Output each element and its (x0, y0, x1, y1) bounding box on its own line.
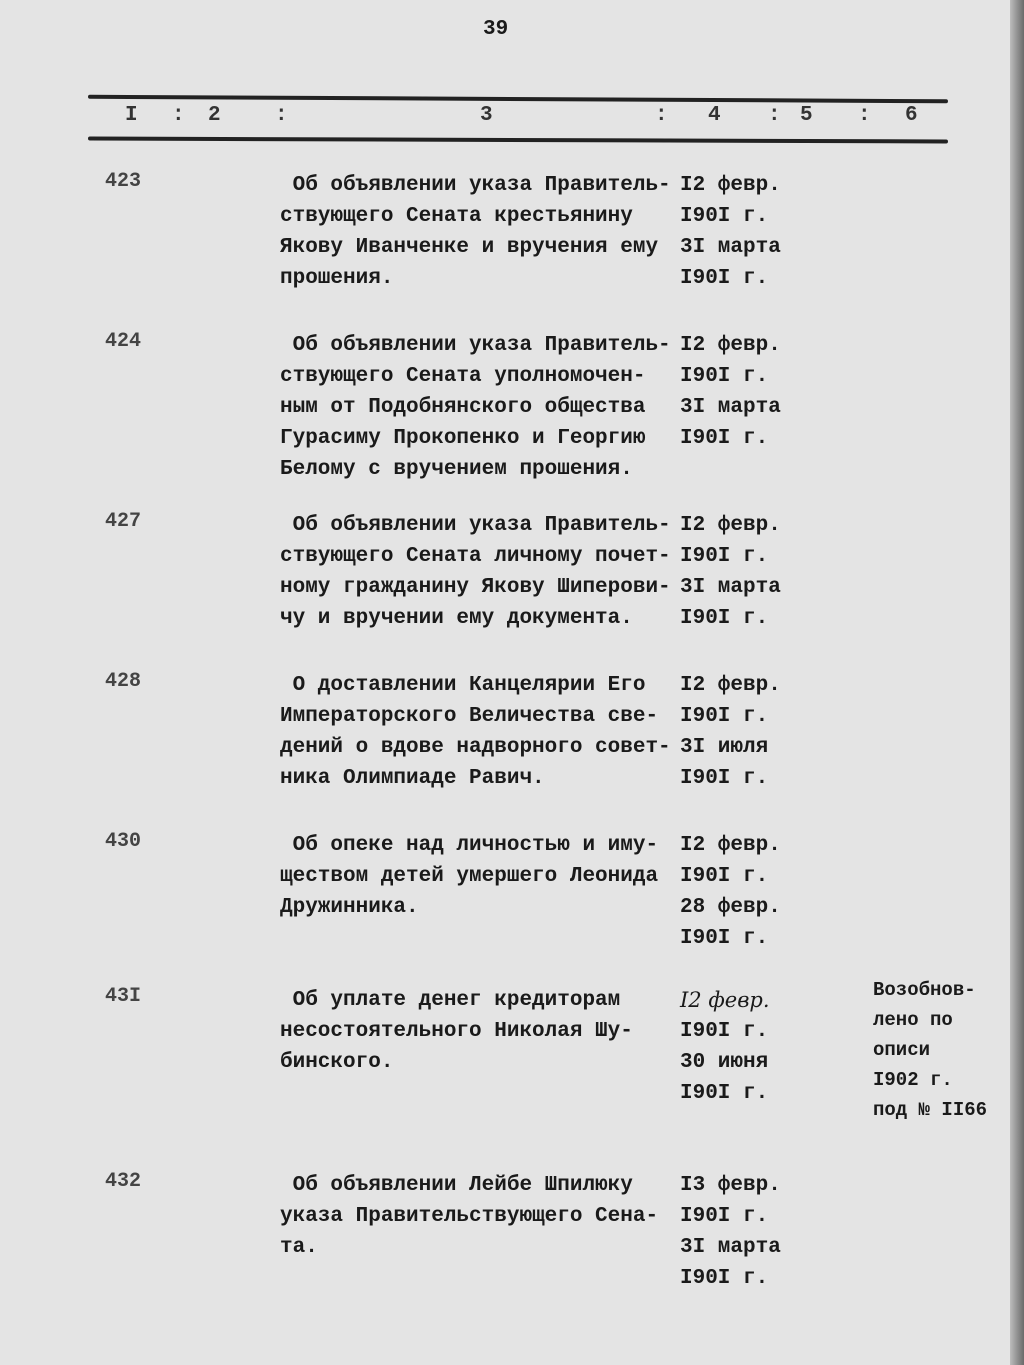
title-line: Об объявлении указа Правитель- (280, 174, 671, 197)
title-line: ствующего Сената крестьянину (280, 205, 633, 228)
note-line: Возобнов- (873, 979, 976, 1001)
title-line: Белому с вручением прошения. (280, 458, 633, 481)
case-title (280, 670, 671, 794)
column-separator: : (858, 104, 871, 127)
column-separator: : (768, 104, 781, 127)
date-line: I90I г. (680, 267, 769, 290)
case-number: 428 (105, 670, 142, 693)
title-line: ному гражданину Якову Шиперови- (280, 576, 671, 599)
date-line: I2 февр. (680, 174, 781, 197)
title-line: Об объявлении Лейбе Шпилюку (280, 1174, 633, 1197)
date-line: I2 февр. (680, 988, 770, 1012)
column-number: I (125, 104, 138, 127)
case-title (280, 170, 671, 294)
case-note (873, 975, 987, 1125)
case-dates (680, 1170, 781, 1294)
case-dates (680, 670, 781, 794)
title-line: указа Правительствующего Сена- (280, 1205, 659, 1228)
date-line: I90I г. (680, 927, 769, 950)
title-line: ствующего Сената личному почет- (280, 545, 671, 568)
title-line: дений о вдове надворного совет- (280, 736, 671, 759)
title-line: О доставлении Канцелярии Его (280, 674, 646, 697)
column-number: 6 (905, 104, 918, 127)
date-line: I2 февр. (680, 334, 781, 357)
case-number: 430 (105, 830, 142, 853)
case-dates (680, 985, 770, 1109)
case-title (280, 985, 633, 1078)
case-number: 432 (105, 1170, 142, 1193)
title-line: Дружинника. (280, 896, 419, 919)
title-line: та. (280, 1236, 318, 1259)
case-dates (680, 510, 781, 634)
date-line: 3I марта (680, 576, 781, 599)
case-number: 427 (105, 510, 142, 533)
case-dates (680, 830, 781, 954)
title-line: несостоятельного Николая Шу- (280, 1020, 633, 1043)
date-line: I90I г. (680, 1082, 769, 1105)
header-rule-top (88, 95, 948, 104)
title-line: ным от Подобнянского общества (280, 396, 646, 419)
date-line: I90I г. (680, 865, 769, 888)
header-rule-bottom (88, 136, 948, 143)
title-line: Якову Иванченке и вручения ему (280, 236, 659, 259)
page-edge (1010, 0, 1024, 1365)
case-number: 423 (105, 170, 142, 193)
date-line: I2 февр. (680, 674, 781, 697)
title-line: Об объявлении указа Правитель- (280, 514, 671, 537)
date-line: I90I г. (680, 705, 769, 728)
column-number: 5 (800, 104, 813, 127)
column-number: 4 (708, 104, 721, 127)
date-line: 3I марта (680, 236, 781, 259)
date-line: I90I г. (680, 1020, 769, 1043)
column-separator: : (172, 104, 185, 127)
note-line: под № II66 (873, 1099, 988, 1121)
case-number: 424 (105, 330, 142, 353)
date-line: I90I г. (680, 545, 769, 568)
case-title (280, 1170, 658, 1263)
title-line: Императорского Величества све- (280, 705, 659, 728)
case-number: 43I (105, 985, 142, 1008)
date-line: I3 февр. (680, 1174, 781, 1197)
case-dates (680, 170, 781, 294)
date-line: I90I г. (680, 607, 769, 630)
date-line: I2 февр. (680, 834, 781, 857)
title-line: ника Олимпиаде Равич. (280, 767, 545, 790)
case-title (280, 510, 671, 634)
title-line: ствующего Сената уполномочен- (280, 365, 646, 388)
note-line: лено по (873, 1009, 953, 1031)
note-line: описи (873, 1039, 931, 1061)
case-title (280, 330, 671, 485)
case-dates (680, 330, 781, 454)
date-line: I90I г. (680, 427, 769, 450)
date-line: I90I г. (680, 1267, 769, 1290)
date-line: I90I г. (680, 365, 769, 388)
column-number: 3 (480, 104, 493, 127)
column-separator: : (275, 104, 288, 127)
column-separator: : (655, 104, 668, 127)
date-line: I90I г. (680, 205, 769, 228)
title-line: чу и вручении ему документа. (280, 607, 633, 630)
case-title (280, 830, 658, 923)
date-line: 30 июня (680, 1051, 769, 1074)
title-line: бинского. (280, 1051, 394, 1074)
title-line: Об объявлении указа Правитель- (280, 334, 671, 357)
date-line: 28 февр. (680, 896, 781, 919)
date-line: 3I марта (680, 396, 781, 419)
date-line: I90I г. (680, 767, 769, 790)
date-line: 3I июля (680, 736, 769, 759)
note-line: I902 г. (873, 1069, 953, 1091)
title-line: Об уплате денег кредиторам (280, 989, 621, 1012)
date-line: I2 февр. (680, 514, 781, 537)
column-number: 2 (208, 104, 221, 127)
date-line: 3I марта (680, 1236, 781, 1259)
page-number: 39 (483, 18, 509, 41)
date-line: I90I г. (680, 1205, 769, 1228)
title-line: ществом детей умершего Леонида (280, 865, 659, 888)
title-line: прошения. (280, 267, 394, 290)
title-line: Об опеке над личностью и иму- (280, 834, 659, 857)
title-line: Гурасиму Прокопенко и Георгию (280, 427, 646, 450)
